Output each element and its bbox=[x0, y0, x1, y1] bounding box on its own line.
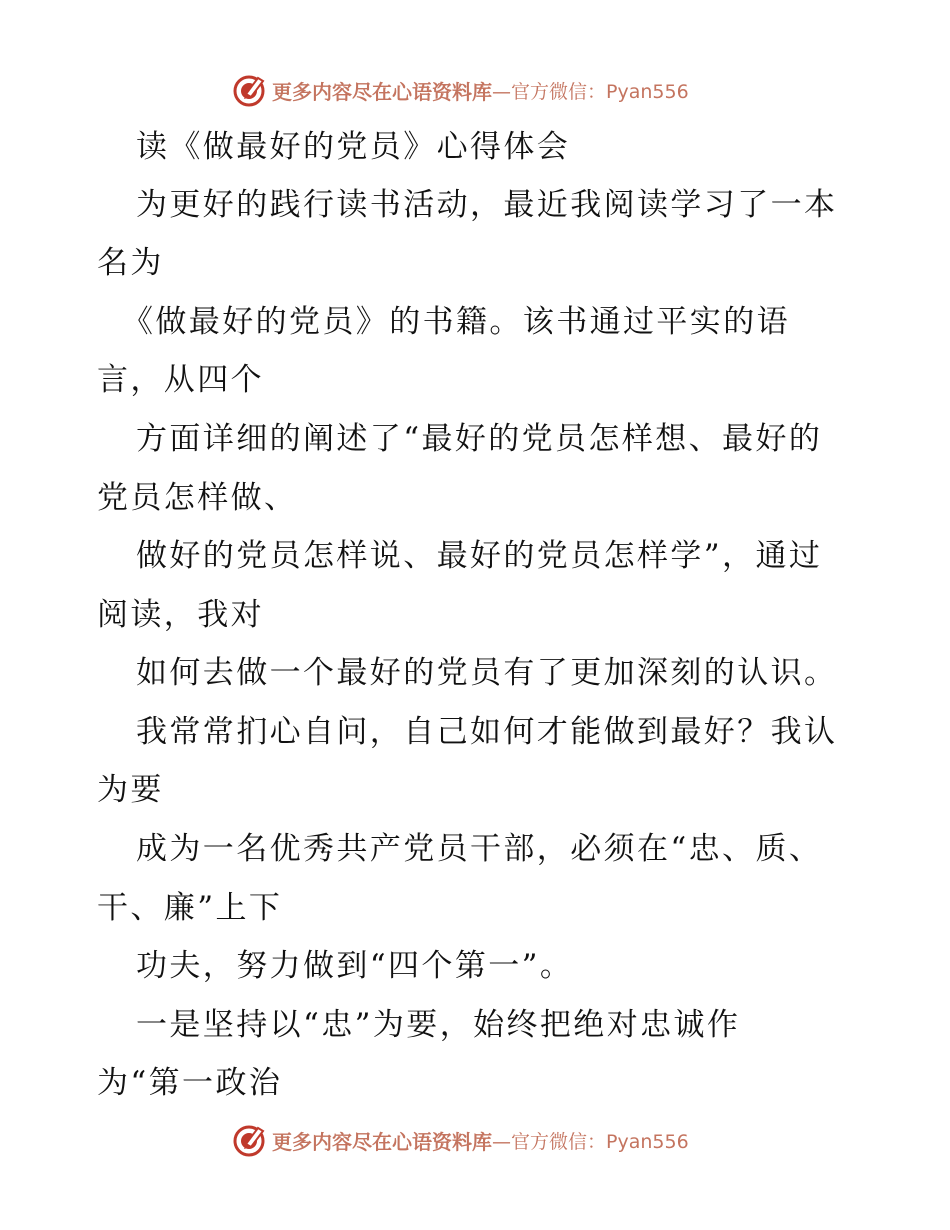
text-line: 为要 bbox=[97, 772, 164, 808]
text-line: 功夫，努力做到“四个第一”。 bbox=[136, 948, 574, 984]
text-line: 一是坚持以“忠”为要，始终把绝对忠诚作 bbox=[136, 1007, 741, 1043]
text-line: 名为 bbox=[97, 245, 164, 281]
footer-watermark bbox=[232, 1120, 689, 1160]
watermark-wechat-text: —官方微信：Pyan556 bbox=[492, 80, 689, 103]
document-title: 读《做最好的党员》心得体会 bbox=[136, 129, 571, 165]
watermark-wechat-text: —官方微信：Pyan556 bbox=[492, 1130, 689, 1153]
text-line: 成为一名优秀共产党员干部，必须在“忠、质、 bbox=[136, 831, 823, 867]
text-line: 如何去做一个最好的党员有了更加深刻的认识。 bbox=[136, 655, 838, 691]
text-line: 《做最好的党员》的书籍。该书通过平实的语 bbox=[122, 304, 790, 340]
text-line: 做好的党员怎样说、最好的党员怎样学”，通过 bbox=[136, 538, 823, 574]
text-line: 党员怎样做、 bbox=[97, 480, 298, 516]
text-line: 阅读，我对 bbox=[97, 597, 264, 633]
text-line: 我常常扪心自问，自己如何才能做到最好？我认 bbox=[136, 714, 838, 750]
watermark-brand-text: 更多内容尽在心语资料库 bbox=[272, 79, 492, 104]
pen-nib-logo-icon bbox=[232, 1122, 268, 1158]
text-line: 为更好的践行读书活动，最近我阅读学习了一本 bbox=[136, 187, 838, 223]
watermark-brand-text: 更多内容尽在心语资料库 bbox=[272, 1129, 492, 1154]
text-line: 言，从四个 bbox=[97, 362, 264, 398]
text-line: 方面详细的阐述了“最好的党员怎样想、最好的 bbox=[136, 421, 823, 457]
text-line: 为“第一政治 bbox=[97, 1065, 283, 1101]
header-watermark bbox=[232, 70, 689, 110]
text-line: 干、廉”上下 bbox=[97, 890, 283, 926]
pen-nib-logo-icon bbox=[232, 72, 268, 108]
